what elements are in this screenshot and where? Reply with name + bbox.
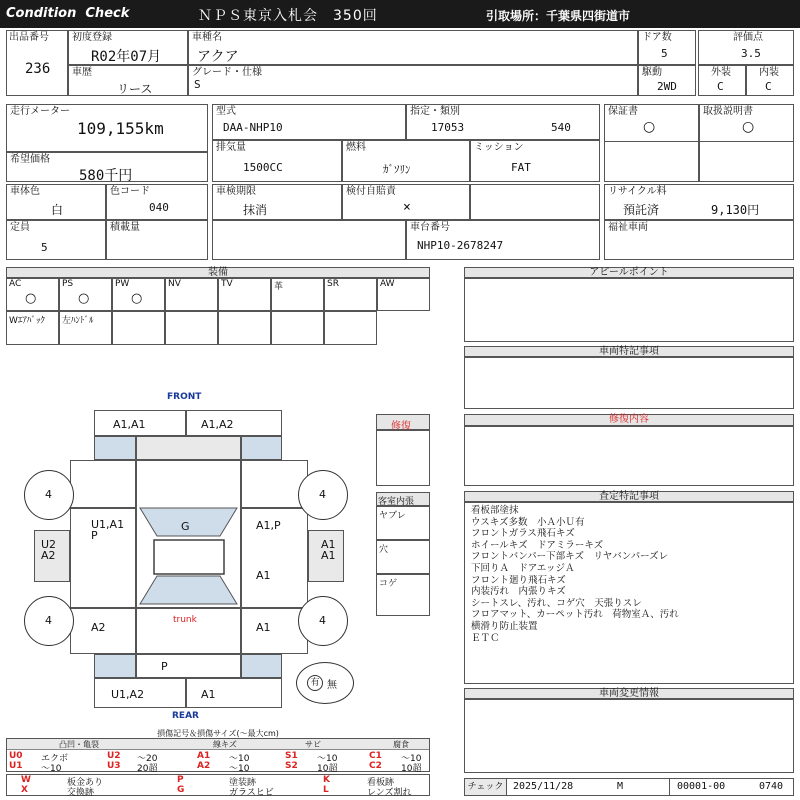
displacement-value: 1500CC bbox=[243, 161, 283, 174]
tire-fr-value: 4 bbox=[319, 488, 326, 501]
left-side-sill bbox=[34, 530, 70, 582]
special-title: 車両特記事項 bbox=[464, 346, 794, 357]
mileage-label: 走行メーター bbox=[10, 106, 70, 117]
equipment-label: TV bbox=[221, 279, 233, 289]
front-left-lamp bbox=[94, 436, 136, 460]
tire-front-right bbox=[298, 470, 348, 520]
inspection-note-line: 横滑り防止装置 bbox=[471, 620, 538, 632]
equipment-cell bbox=[218, 278, 271, 311]
legend-code: U3 bbox=[107, 761, 121, 771]
equipment-value: ○ bbox=[78, 291, 90, 306]
right-doors bbox=[241, 508, 308, 608]
front-right-value: A1,A2 bbox=[201, 418, 234, 431]
capacity-value: 5 bbox=[41, 241, 48, 254]
left-rear-quarter bbox=[70, 608, 136, 654]
ext-value: C bbox=[717, 80, 724, 93]
legend-code: S2 bbox=[285, 761, 298, 771]
legend-code: C1 bbox=[369, 751, 382, 761]
tire-fl-value: 4 bbox=[45, 488, 52, 501]
category-value: 540 bbox=[551, 121, 571, 134]
mission-box bbox=[470, 140, 600, 182]
legend-code: A2 bbox=[197, 761, 211, 771]
legend-mark-desc: 塗装跡 bbox=[229, 778, 257, 788]
roof-value: G bbox=[181, 520, 190, 533]
insurance-value: × bbox=[403, 200, 411, 215]
legend-desc: 〜10 bbox=[317, 754, 338, 764]
ext-box bbox=[698, 65, 746, 96]
grade-label: グレード・仕様 bbox=[192, 67, 262, 78]
equipment-cell bbox=[324, 311, 377, 345]
equipment-value: ○ bbox=[25, 291, 37, 306]
legend-mark-desc: ガラスヒビ bbox=[229, 788, 274, 798]
divider bbox=[700, 141, 793, 142]
inspection-note-line: フロント廻り飛石キズ bbox=[471, 574, 566, 586]
doors-box bbox=[638, 30, 696, 65]
legend-desc: 10超 bbox=[317, 764, 338, 774]
color-code-label: 色コード bbox=[110, 186, 150, 197]
equipment-label: PS bbox=[62, 279, 74, 289]
model-box bbox=[212, 104, 406, 140]
equipment-label: AC bbox=[9, 279, 22, 289]
legend-desc: 〜10 bbox=[229, 764, 250, 774]
divider bbox=[605, 141, 698, 142]
spare-tire bbox=[296, 662, 354, 704]
mileage-value: 109,155km bbox=[77, 119, 164, 138]
repair-area bbox=[376, 430, 430, 486]
manual-label: 取扱説明書 bbox=[703, 106, 753, 117]
spare-present: 有 bbox=[307, 675, 323, 691]
manual-box bbox=[699, 104, 794, 182]
first-reg-value: R02年07月 bbox=[91, 49, 162, 65]
equipment-label: Wｴｱﾊﾞｯｸ bbox=[9, 316, 45, 326]
inspection-note-line: 看板部塗抹 bbox=[471, 505, 519, 516]
tire-rear-left bbox=[24, 596, 74, 646]
drive-label: 駆動 bbox=[642, 67, 662, 78]
rear-right-bumper bbox=[186, 678, 282, 708]
legend-desc: 10超 bbox=[401, 764, 422, 774]
mission-value: FAT bbox=[511, 161, 531, 174]
load-label: 積載量 bbox=[110, 222, 140, 233]
tire-rl-value: 4 bbox=[45, 614, 52, 627]
equipment-label: PW bbox=[115, 279, 130, 289]
legend-code: U2 bbox=[107, 751, 121, 761]
left-doors bbox=[70, 508, 136, 608]
inspection-notes-area bbox=[464, 502, 794, 684]
hood bbox=[136, 436, 241, 460]
right-door-value: A1,P bbox=[256, 519, 281, 532]
legend-group-dent: 凸凹・亀裂 bbox=[59, 740, 99, 749]
right-side-sill bbox=[308, 530, 344, 582]
check-mark: M bbox=[617, 781, 624, 792]
right-side-value: A1 A1 bbox=[321, 538, 336, 562]
front-left-value: A1,A1 bbox=[113, 418, 146, 431]
trunk-panel bbox=[136, 608, 241, 654]
ext-label: 外装 bbox=[711, 67, 731, 78]
legend-code: U1 bbox=[9, 761, 23, 771]
price-value: 580千円 bbox=[79, 168, 133, 184]
inspection-label: 車検期限 bbox=[216, 186, 256, 197]
int-value: C bbox=[765, 80, 772, 93]
legend-mark-code: K bbox=[323, 775, 330, 785]
left-door-value: U1,A1 P bbox=[91, 518, 125, 542]
equipment-cell bbox=[218, 311, 271, 345]
footer-id-2: 0740 bbox=[759, 781, 784, 792]
first-reg-label: 初度登録 bbox=[72, 32, 112, 43]
legend-desc: 〜10 bbox=[229, 754, 250, 764]
inspection-note-line: ホイールキズ ドアミラーキズ bbox=[471, 539, 604, 551]
chassis-value: NHP10-2678247 bbox=[417, 239, 504, 252]
front-right-lamp bbox=[241, 436, 282, 460]
equipment-label: NV bbox=[168, 279, 181, 289]
interior-hole-label: 穴 bbox=[379, 545, 389, 555]
int-label: 内装 bbox=[759, 67, 779, 78]
load-box bbox=[106, 220, 208, 260]
legend-marks bbox=[6, 774, 430, 796]
check-date: 2025/11/28 bbox=[513, 781, 574, 792]
score-label: 評価点 bbox=[733, 32, 763, 43]
legend-mark-desc: 板金あり bbox=[67, 778, 104, 788]
legend-desc: 20超 bbox=[137, 764, 158, 774]
change-info-title: 車両変更情報 bbox=[464, 688, 794, 699]
equipment-cell bbox=[112, 278, 165, 311]
equipment-cell bbox=[271, 278, 324, 311]
repair-box bbox=[376, 414, 430, 430]
inspection-note-line: 内装汚れ 内張りキズ bbox=[471, 586, 566, 598]
car-name-label: 車種名 bbox=[192, 32, 222, 43]
drive-value: 2WD bbox=[657, 80, 677, 93]
header-left-title: Condition Check bbox=[6, 6, 130, 21]
score-value: 3.5 bbox=[741, 47, 761, 60]
repair-title: 修復 bbox=[391, 421, 411, 432]
doors-label: ドア数 bbox=[642, 32, 672, 43]
legend-code: C2 bbox=[369, 761, 382, 771]
check-label: チェック bbox=[465, 779, 507, 795]
insurance-box bbox=[342, 184, 470, 220]
recycle-label: リサイクル料 bbox=[608, 186, 667, 197]
rear-left-value: U1,A2 bbox=[111, 688, 145, 701]
displacement-label: 排気量 bbox=[216, 142, 246, 153]
color-code-box bbox=[106, 184, 208, 220]
recycle-box bbox=[604, 184, 794, 220]
legend-mark-code: X bbox=[21, 785, 28, 795]
car-name-value: アクア bbox=[197, 49, 239, 65]
equipment-value: ○ bbox=[131, 291, 143, 306]
front-right-panel bbox=[186, 410, 282, 436]
interior-title-box bbox=[376, 492, 430, 506]
legend-table bbox=[6, 738, 430, 772]
footer-id: 00001-00 bbox=[677, 781, 726, 792]
legend-code: S1 bbox=[285, 751, 298, 761]
equipment-cell bbox=[165, 278, 218, 311]
legend-code: A1 bbox=[197, 751, 211, 761]
rear-right-value: A1 bbox=[201, 688, 216, 701]
inspection-box bbox=[212, 184, 342, 220]
legend-desc: 〜20 bbox=[137, 754, 158, 764]
warranty-box bbox=[604, 104, 699, 182]
trunk-label: trunk bbox=[173, 615, 197, 625]
legend-mark-code: W bbox=[21, 775, 31, 785]
footer-check bbox=[464, 778, 794, 796]
legend-group-corrosion: 腐食 bbox=[393, 740, 409, 749]
legend-mark-desc: 交換跡 bbox=[67, 788, 95, 798]
rear-gate bbox=[136, 654, 241, 678]
rear-left-bumper bbox=[94, 678, 186, 708]
doors-value: 5 bbox=[661, 47, 668, 60]
repair-content-title: 修復内容 bbox=[464, 414, 794, 426]
equipment-label: 左ﾊﾝﾄﾞﾙ bbox=[62, 316, 94, 326]
legend-code: U0 bbox=[9, 751, 23, 761]
equipment-cell bbox=[324, 278, 377, 311]
divider bbox=[669, 779, 670, 795]
right-rear-value: A1 bbox=[256, 621, 271, 634]
equipment-cell bbox=[112, 311, 165, 345]
equipment-cell bbox=[271, 311, 324, 345]
inspection-value: 抹消 bbox=[243, 203, 268, 217]
left-side-value: U2 A2 bbox=[41, 538, 57, 562]
appeal-title: アピールポイント bbox=[464, 267, 794, 278]
interior-burn bbox=[376, 574, 430, 616]
change-info-area bbox=[464, 699, 794, 773]
grade-box bbox=[188, 65, 638, 96]
inspection-notes-list bbox=[471, 505, 679, 644]
fuel-box bbox=[342, 140, 470, 182]
front-label: FRONT bbox=[167, 392, 202, 402]
inspection-note-line: フロントガラス飛石キズ bbox=[471, 528, 575, 540]
roof-glass-shape bbox=[136, 500, 241, 610]
mileage-box bbox=[6, 104, 208, 152]
model-value: DAA-NHP10 bbox=[223, 121, 283, 134]
body-color-label: 車体色 bbox=[10, 186, 40, 197]
tire-front-left bbox=[24, 470, 74, 520]
interior-hole bbox=[376, 540, 430, 574]
capacity-box bbox=[6, 220, 106, 260]
inspection-note-line: ＥＴＣ bbox=[471, 632, 500, 644]
inspection-note-line: 下回りＡ ドアエッジＡ bbox=[471, 562, 575, 574]
interior-title: 客室内張 bbox=[378, 497, 415, 507]
manual-value: ○ bbox=[742, 119, 755, 135]
appeal-area bbox=[464, 278, 794, 342]
spare-none: 無 bbox=[327, 680, 337, 691]
rear-right-lamp bbox=[241, 654, 282, 678]
first-reg-box bbox=[68, 30, 188, 65]
interior-tear-label: ヤブレ bbox=[379, 511, 406, 521]
body-color-value: 白 bbox=[51, 203, 64, 217]
equipment-cell bbox=[6, 278, 59, 311]
legend-mark-code: G bbox=[177, 785, 185, 795]
equipment-cell bbox=[6, 311, 59, 345]
history-value: リース bbox=[117, 82, 153, 96]
welfare-box bbox=[604, 220, 794, 260]
designation-label: 指定・類別 bbox=[410, 106, 460, 117]
body-color-box bbox=[6, 184, 106, 220]
lot-box bbox=[6, 30, 68, 96]
special-area bbox=[464, 357, 794, 409]
insurance-label: 検付自賠責 bbox=[346, 186, 396, 197]
color-code-value: 040 bbox=[149, 201, 169, 214]
rear-label: REAR bbox=[172, 711, 199, 721]
inspection-note-line: フロントバンパー下部キズ リヤバンパーズレ bbox=[471, 551, 669, 563]
rear-left-lamp bbox=[94, 654, 136, 678]
warranty-value: ○ bbox=[643, 119, 656, 135]
recycle-status: 預託済 bbox=[623, 203, 660, 217]
right-mid-value: A1 bbox=[256, 569, 271, 582]
chassis-box bbox=[406, 220, 600, 260]
equipment-cell bbox=[59, 278, 112, 311]
repair-content-area bbox=[464, 426, 794, 486]
welfare-label: 福祉車両 bbox=[608, 222, 648, 233]
legend-group-scratch: 線キズ bbox=[213, 740, 237, 749]
equipment-title: 装備 bbox=[6, 267, 430, 278]
inspection-note-line: ウスキズ多数 小Ａ小Ｕ有 bbox=[471, 516, 585, 528]
designation-box bbox=[406, 104, 600, 140]
inspection-notes-title: 査定特記事項 bbox=[464, 491, 794, 502]
score-box bbox=[698, 30, 794, 65]
legend-group-rust: サビ bbox=[305, 740, 321, 749]
equipment-cell bbox=[165, 311, 218, 345]
inspection-note-line: フロアマット、カーペット汚れ 荷物室Ａ、汚れ bbox=[471, 609, 679, 621]
legend-title: 損傷記号＆損傷サイズ(〜最大cm) bbox=[157, 729, 279, 738]
header-bar bbox=[0, 0, 800, 28]
price-label: 希望価格 bbox=[10, 154, 50, 165]
int-box bbox=[746, 65, 794, 96]
equipment-cell bbox=[377, 278, 430, 311]
equipment-label: 革 bbox=[274, 282, 284, 292]
drive-box bbox=[638, 65, 696, 96]
legend-mark-desc: 看板跡 bbox=[367, 778, 395, 788]
pickup-location: 引取場所：千葉県四街道市 bbox=[486, 9, 631, 23]
chassis-label: 車台番号 bbox=[410, 222, 450, 233]
lot-label: 出品番号 bbox=[9, 32, 49, 43]
history-box bbox=[68, 65, 188, 96]
equipment-label: AW bbox=[380, 279, 395, 289]
blank-box bbox=[470, 184, 600, 220]
header-center-title: ＮＰＳ東京入札会 350回 bbox=[198, 8, 378, 24]
tire-rear-right bbox=[298, 596, 348, 646]
warranty-label: 保証書 bbox=[608, 106, 638, 117]
equipment-label: SR bbox=[327, 279, 339, 289]
legend-mark-code: L bbox=[323, 785, 329, 795]
interior-tear bbox=[376, 506, 430, 540]
inspection-note-line: シートスレ、汚れ、コゲ穴 天張りスレ bbox=[471, 597, 642, 609]
interior-burn-label: コゲ bbox=[379, 579, 398, 589]
car-name-box bbox=[188, 30, 638, 65]
lot-value: 236 bbox=[25, 61, 51, 77]
legend-desc: エクボ bbox=[41, 754, 69, 764]
recycle-value: 9,130円 bbox=[711, 203, 760, 217]
legend-mark-code: P bbox=[177, 775, 184, 785]
equipment-cell bbox=[59, 311, 112, 345]
left-front-fender bbox=[70, 460, 136, 508]
price-box bbox=[6, 152, 208, 182]
displacement-box bbox=[212, 140, 342, 182]
front-left-panel bbox=[94, 410, 186, 436]
model-label: 型式 bbox=[216, 106, 236, 117]
mission-label: ミッション bbox=[474, 142, 524, 153]
fuel-value: ｶﾞｿﾘﾝ bbox=[383, 163, 411, 176]
rear-center-value: P bbox=[161, 660, 168, 673]
fuel-label: 燃料 bbox=[346, 142, 366, 153]
tire-rr-value: 4 bbox=[319, 614, 326, 627]
left-rear-value: A2 bbox=[91, 621, 106, 634]
capacity-label: 定員 bbox=[10, 222, 30, 233]
grade-value: S bbox=[194, 78, 201, 91]
history-label: 車歴 bbox=[72, 67, 92, 78]
blank-box-2 bbox=[212, 220, 406, 260]
legend-desc: 〜10 bbox=[41, 764, 62, 774]
designation-value: 17053 bbox=[431, 121, 465, 134]
legend-desc: 〜10 bbox=[401, 754, 422, 764]
legend-mark-desc: レンズ割れ bbox=[367, 788, 412, 798]
